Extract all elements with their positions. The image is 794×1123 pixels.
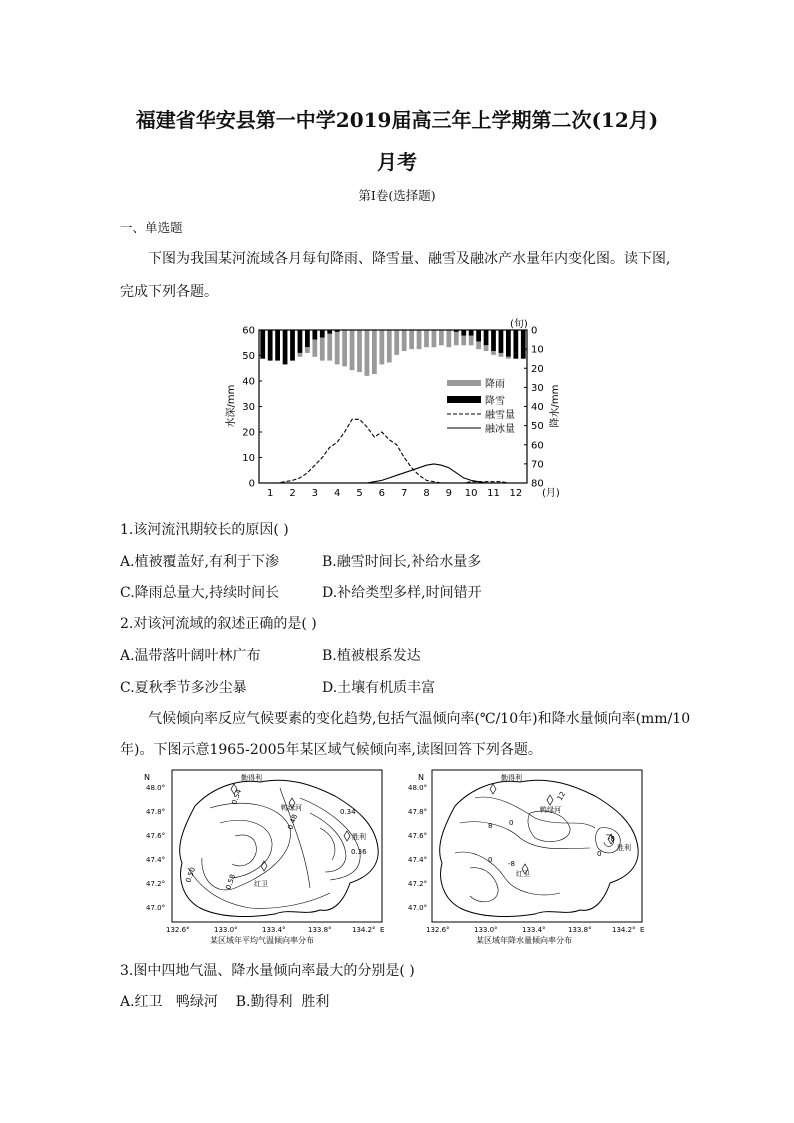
place-qindeli: 勤得利	[241, 774, 262, 782]
snow-bar	[521, 330, 526, 359]
x-tick-label: 1	[266, 488, 274, 499]
contour-value: 8	[488, 822, 493, 830]
rain-bar	[417, 330, 422, 349]
rain-bar	[335, 332, 340, 365]
region-outline	[180, 780, 379, 916]
x-tick-label: 6	[378, 488, 386, 499]
rain-bar	[446, 330, 451, 347]
q1-option-d[interactable]: D.补给类型多样,时间错开	[322, 585, 482, 601]
lon-tick: 133.0°	[474, 926, 498, 934]
rain-bar	[312, 340, 317, 357]
contour-value: 0	[488, 856, 493, 864]
place-shengli: 胜利	[617, 844, 631, 852]
snow-bar	[513, 330, 518, 359]
place-shengli: 胜利	[352, 833, 366, 841]
snow-bar	[476, 330, 481, 341]
x-tick-label: 10	[464, 488, 478, 499]
contour-value: 0.54	[230, 788, 244, 806]
station-marker	[490, 784, 496, 794]
place-hongwei: 红卫	[516, 870, 530, 878]
q3-stem: 3.图中四地气温、降水量倾向率最大的分别是( )	[120, 963, 415, 979]
rain-bar	[484, 345, 489, 351]
rain-bar	[461, 336, 466, 346]
chart-legend	[447, 377, 515, 435]
snow-bar	[305, 330, 310, 347]
rain-bar	[432, 330, 437, 347]
chart-x-axis	[267, 488, 522, 499]
chart-bars	[260, 330, 525, 376]
intro2-line1: 气候倾向率反应气候要素的变化趋势,包括气温倾向率(℃/10年)和降水量倾向率(mm/10	[148, 711, 691, 727]
temperature-trend-map	[140, 768, 390, 948]
map-frame	[172, 770, 382, 922]
snow-bar	[499, 330, 504, 353]
contour-value: 0.58	[224, 873, 238, 891]
q1-option-a[interactable]: A.植被覆盖好,有利于下渗	[120, 554, 280, 570]
y-tick-label: 60	[242, 325, 255, 337]
snow-bar	[484, 330, 489, 345]
intro2-line2: 年)。下图示意1965-2005年某区域气候倾向率,读图回答下列各题。	[120, 742, 542, 758]
y2-tick-label: 0	[531, 325, 538, 337]
part-one-heading: 一、单选题	[120, 220, 183, 235]
snow-bar	[506, 330, 511, 357]
rain-bar	[499, 353, 504, 357]
lat-tick: 47.4°	[408, 856, 428, 864]
lat-tick: 48.0°	[146, 784, 166, 792]
lon-tick: 133.0°	[214, 926, 238, 934]
rain-bar	[409, 330, 414, 349]
q2-option-b[interactable]: B.植被根系发达	[322, 648, 421, 664]
y-axis-label: 水深/mm	[226, 384, 237, 428]
y2-tick-label: 10	[531, 344, 544, 356]
rain-bar	[350, 330, 355, 370]
legend-rain-label: 降雨	[485, 379, 505, 390]
y2-axis-label: 降水/mm	[550, 384, 561, 428]
x-tick-label: 8	[423, 488, 430, 499]
lat-tick: 47.6°	[408, 832, 428, 840]
snow-bar	[461, 330, 466, 336]
icemelt-line	[263, 464, 524, 483]
rain-bar	[491, 351, 496, 355]
y-tick-label: 30	[242, 402, 255, 413]
map-caption: 某区域年降水量倾向率分布	[476, 936, 572, 945]
rain-bar	[342, 330, 347, 366]
x-tick-label: 12	[509, 488, 523, 499]
rain-bar	[365, 330, 370, 376]
contour-value: -8	[608, 835, 615, 843]
rain-bar	[379, 330, 384, 364]
y2-tick-label: 60	[531, 440, 544, 452]
north-label: N	[144, 773, 150, 782]
rain-bar	[387, 330, 392, 363]
contour-value: 0	[509, 819, 514, 827]
place-yalvhe: 鸭绿河	[540, 806, 561, 814]
q2-option-a[interactable]: A.温带落叶阔叶林广布	[120, 648, 261, 664]
y2-tick-label: 40	[531, 402, 544, 413]
page-title-line2: 月考	[377, 150, 417, 174]
contour-value: 12	[555, 790, 568, 802]
east-label: E	[380, 926, 385, 934]
contour-value: 0.48	[286, 813, 300, 831]
legend-snowmelt-label: 融雪量	[485, 410, 515, 421]
contour-value: 0.36	[351, 848, 367, 856]
rain-bar	[439, 330, 444, 345]
lat-tick: 47.0°	[408, 904, 428, 912]
contour-value: 0.50	[184, 866, 198, 884]
x-tick-label: 11	[487, 488, 500, 499]
place-qindeli: 勤得利	[501, 774, 522, 782]
q2-option-c[interactable]: C.夏秋季节多沙尘暴	[120, 680, 247, 696]
section-name: 第Ⅰ卷(选择题)	[358, 188, 436, 203]
rain-bar	[506, 357, 511, 359]
y2-tick-label: 80	[531, 478, 544, 490]
east-label: E	[640, 926, 645, 934]
rain-bar	[298, 353, 303, 357]
lat-tick: 47.0°	[146, 904, 166, 912]
lat-tick: 47.8°	[408, 808, 428, 816]
intro1-line1: 下图为我国某河流域各月每旬降雨、降雪量、融雪及融冰产水量年内变化图。读下图,	[148, 251, 671, 267]
precip-trend-map	[400, 768, 650, 948]
station-marker	[261, 861, 267, 871]
rain-bar	[402, 330, 407, 351]
rain-bar	[424, 330, 429, 347]
rain-bar	[469, 336, 474, 346]
lat-tick: 47.8°	[146, 808, 166, 816]
lon-tick: 133.8°	[568, 926, 592, 934]
snow-bar	[312, 330, 317, 340]
lon-tick: 132.6°	[166, 926, 190, 934]
y-tick-label: 10	[242, 453, 255, 464]
y-tick-label: 20	[242, 427, 255, 439]
contour-value: 0	[597, 850, 602, 858]
lat-tick: 48.0°	[408, 784, 428, 792]
snow-bar	[469, 330, 474, 336]
unit-label: (旬)	[510, 319, 528, 330]
q2-stem: 2.对该河流域的叙述正确的是( )	[120, 616, 317, 632]
q1-option-c[interactable]: C.降雨总量大,持续时间长	[120, 585, 280, 601]
month-label: (月)	[542, 488, 560, 499]
lon-tick: 132.6°	[426, 926, 450, 934]
river-chart	[210, 314, 580, 504]
y2-tick-label: 50	[531, 421, 544, 433]
lon-tick: 133.4°	[522, 926, 546, 934]
y2-tick-label: 30	[531, 382, 544, 394]
legend-snow-swatch	[447, 396, 481, 403]
station-marker	[344, 831, 350, 841]
rain-bar	[454, 332, 459, 345]
station-marker	[547, 795, 553, 805]
x-tick-label: 7	[400, 488, 408, 499]
lon-tick: 133.8°	[308, 926, 332, 934]
y-tick-label: 0	[248, 478, 255, 490]
q3-options-ab[interactable]: A.红卫 鸭绿河 B.勤得利 胜利	[120, 994, 330, 1010]
q1-stem: 1.该河流汛期较长的原因( )	[120, 522, 289, 538]
rain-bar	[394, 330, 399, 355]
lat-tick: 47.2°	[408, 880, 428, 888]
snow-bar	[283, 330, 288, 364]
snow-bar	[491, 330, 496, 351]
x-tick-label: 9	[445, 488, 453, 499]
rain-bar	[357, 330, 362, 372]
lon-tick: 134.2°	[612, 926, 636, 934]
north-label: N	[418, 773, 424, 782]
lat-tick: 47.4°	[146, 856, 166, 864]
place-hongwei: 红卫	[254, 880, 268, 888]
legend-rain-swatch	[447, 380, 481, 386]
rain-bar	[476, 341, 481, 349]
y2-tick-label: 70	[531, 459, 544, 471]
rain-bar	[305, 347, 310, 353]
snow-bar	[320, 330, 325, 338]
snow-bar	[268, 330, 273, 361]
lat-tick: 47.2°	[146, 880, 166, 888]
place-yalvhe: 鸭绿河	[281, 804, 302, 812]
y2-tick-label: 20	[531, 363, 544, 375]
lon-tick: 133.4°	[262, 926, 286, 934]
y-tick-label: 50	[242, 351, 255, 362]
x-tick-label: 3	[311, 488, 319, 499]
snow-bar	[298, 330, 303, 353]
lat-tick: 47.6°	[146, 832, 166, 840]
page-title-line1: 福建省华安县第一中学2019届高三年上学期第二次(12月)	[135, 108, 659, 132]
legend-icemelt-label: 融冰量	[485, 424, 515, 435]
rain-bar	[372, 330, 377, 374]
x-tick-label: 4	[333, 488, 341, 499]
x-tick-label: 2	[289, 488, 296, 499]
snow-bar	[260, 330, 265, 359]
x-tick-label: 5	[356, 488, 363, 499]
map-caption: 某区域年平均气温倾向率分布	[210, 936, 314, 945]
rain-bar	[327, 334, 332, 361]
contour-value: -8	[508, 860, 515, 868]
q2-option-d[interactable]: D.土壤有机质丰富	[322, 680, 436, 696]
legend-snow-label: 降雪	[485, 396, 505, 407]
rain-bar	[320, 338, 325, 361]
intro1-line2: 完成下列各题。	[120, 284, 218, 300]
snow-bar	[290, 330, 295, 361]
contour-value: 0.34	[340, 808, 356, 816]
q1-option-b[interactable]: B.融雪时间长,补给水量多	[322, 554, 482, 570]
y-tick-label: 40	[242, 376, 255, 388]
lon-tick: 134.2°	[352, 926, 376, 934]
region-outline	[440, 780, 639, 916]
snow-bar	[275, 330, 280, 361]
